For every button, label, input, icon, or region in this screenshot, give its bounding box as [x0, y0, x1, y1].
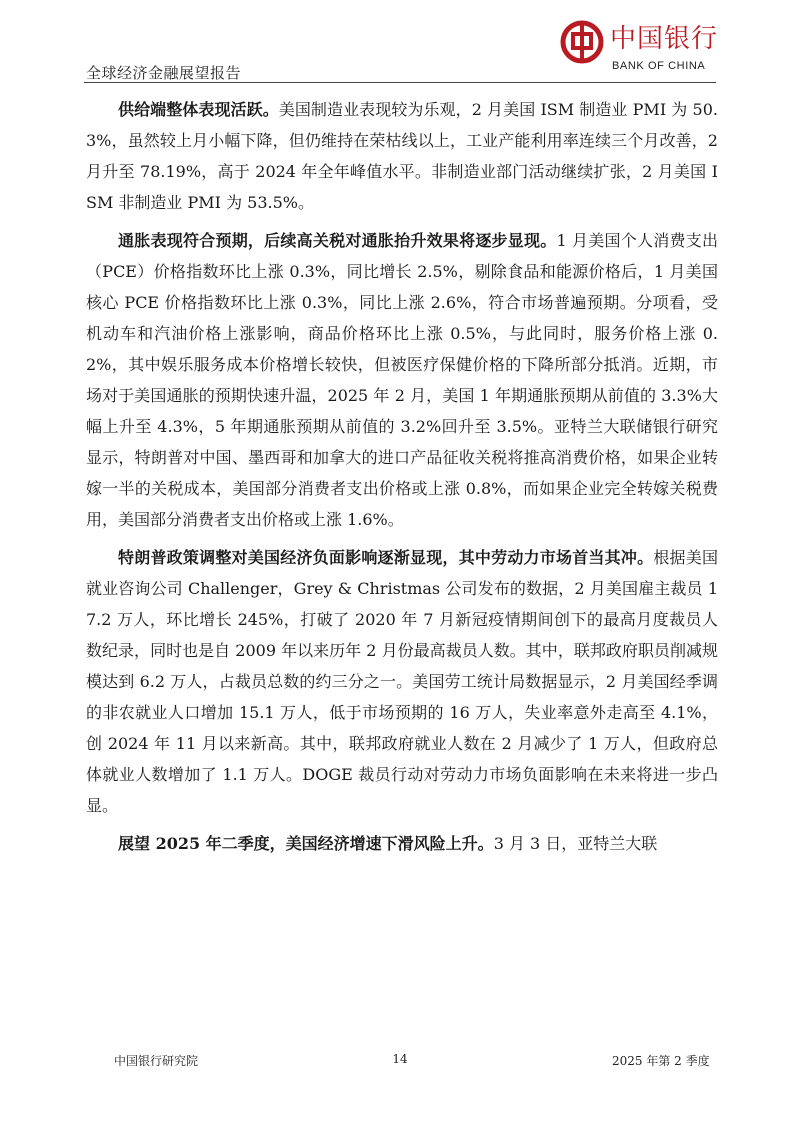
report-body: [86, 94, 718, 866]
paragraph-supply: [86, 94, 718, 218]
paragraph-text: 根据美国就业咨询公司 Challenger，Grey & Christmas 公司发布的数据，2 月美国雇主裁员 17.2 万人，环比增长 245%，打破了 2020 年 7 月新冠疫情期间创下的最高月度裁员人数纪录，同时也是自 2009 年以来历年 2 月份最高裁员人数。其中，联邦政府职员削减规模达到 6.2 万人，占裁员总数的约三分之一。美国劳工统计局数据显示，2 月美国经季调的非农就业人口增加 15.1 万人，低于市场预期的 16 万人，失业率意外走高至 4.1%，创 2024 年 11 月以来新高。其中，联邦政府就业人数在 2 月减少了 1 万人，但政府总体就业人数增加了 1.1 万人。DOGE 裁员行动对劳动力市场负面影响在未来将进一步凸显。: [86, 548, 718, 815]
paragraph-text: 1 月美国个人消费支出（PCE）价格指数环比上涨 0.3%，同比增长 2.5%，剔除食品和能源价格后，1 月美国核心 PCE 价格指数环比上涨 0.3%，同比上涨 2.6%，符合市场普遍预期。分项看，受机动车和汽油价格上涨影响，商品价格环比上涨 0.5%，与此同时，服务价格上涨 0.2%，其中娱乐服务成本价格增长较快，但被医疗保健价格的下降所部分抵消。近期，市场对于美国通胀的预期快速升温，2025 年 2 月，美国 1 年期通胀预期从前值的 3.3%大幅上升至 4.3%，5 年期通胀预期从前值的 3.2%回升至 3.5%。亚特兰大联储银行研究显示，特朗普对中国、墨西哥和加拿大的进口产品征收关税将推高消费价格，如果企业转嫁一半的关税成本，美国部分消费者支出价格或上涨 0.8%，而如果企业完全转嫁关税费用，美国部分消费者支出价格或上涨 1.6%。: [86, 231, 718, 529]
paragraph-outlook: [86, 828, 718, 859]
paragraph-labor-market: [86, 542, 718, 821]
page-number: 14: [392, 1052, 408, 1066]
page-footer: [0, 1052, 793, 1072]
paragraph-lead: 展望 2025 年二季度，美国经济增速下滑风险上升。: [118, 834, 494, 853]
bank-of-china-emblem-icon: [560, 20, 604, 64]
paragraph-lead: 通胀表现符合预期，后续高关税对通胀抬升效果将逐步显现。: [118, 231, 557, 250]
logo-chinese-name: 中国银行: [610, 24, 719, 54]
paragraph-lead: 供给端整体表现活跃。: [118, 100, 279, 119]
paragraph-inflation: [86, 225, 718, 535]
paragraph-lead: 特朗普政策调整对美国经济负面影响逐渐显现，其中劳动力市场首当其冲。: [118, 548, 654, 567]
paragraph-text: 美国制造业表现较为乐观，2 月美国 ISM 制造业 PMI 为 50.3%，虽然较上月小幅下降，但仍维持在荣枯线以上，工业产能利用率连续三个月改善，2 月升至 78.19%，高于 2024 年全年峰值水平。非制造业部门活动继续扩张，2 月美国 ISM 非制造业 PMI 为 53.5%。: [86, 100, 718, 212]
bank-logo: [560, 16, 720, 78]
footer-quarter: 2025 年第 2 季度: [612, 1054, 710, 1068]
page-header: [0, 0, 793, 86]
footer-institute: 中国银行研究院: [114, 1054, 199, 1068]
paragraph-text: 3 月 3 日，亚特兰大联: [493, 834, 658, 853]
report-title: 全球经济金融展望报告: [86, 64, 242, 82]
header-divider: [84, 82, 716, 83]
logo-english-name: BANK OF CHINA: [612, 60, 706, 72]
